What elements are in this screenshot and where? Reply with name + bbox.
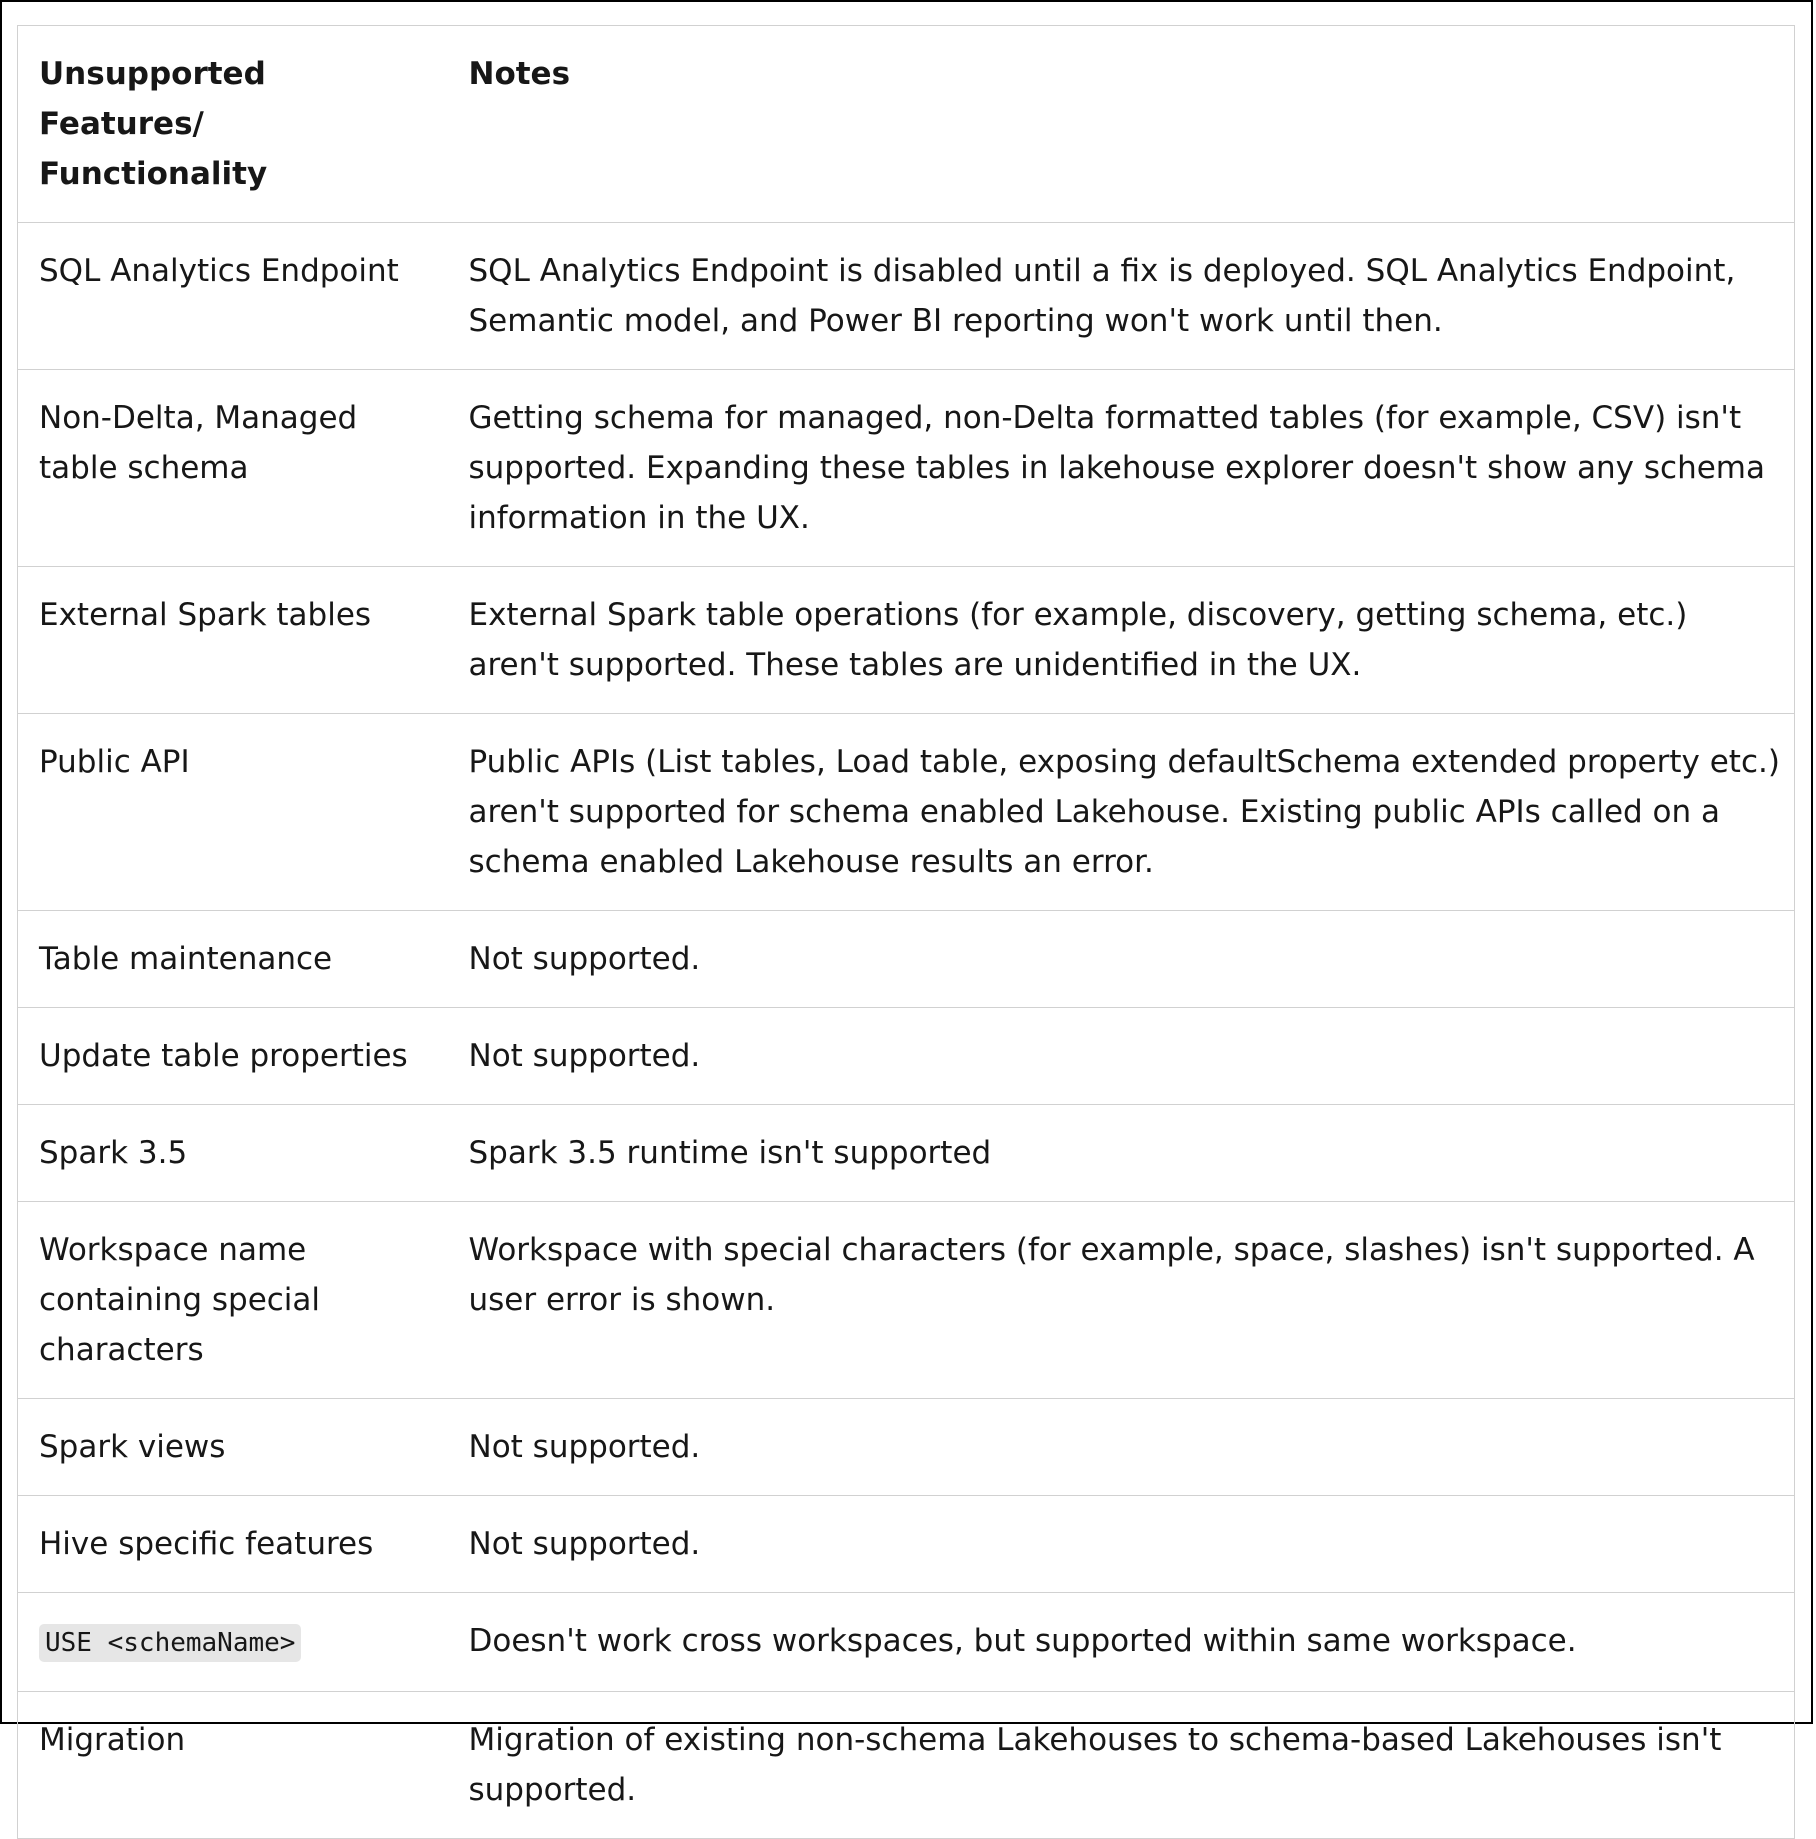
table-row [18, 1008, 1795, 1105]
feature-cell [18, 1593, 448, 1692]
feature-cell: External Spark tables [18, 567, 448, 714]
notes-cell: External Spark table operations (for example, discovery, getting schema, etc.) aren't supported. These tables are unidentified in the UX. [448, 567, 1795, 714]
header-notes: Notes [448, 26, 1795, 223]
table-row [18, 911, 1795, 1008]
feature-cell: Workspace name containing special characters [18, 1202, 448, 1399]
table-row [18, 1399, 1795, 1496]
notes-cell: Not supported. [448, 1008, 1795, 1105]
notes-cell: Doesn't work cross workspaces, but supported within same workspace. [448, 1593, 1795, 1692]
table-row [18, 1105, 1795, 1202]
feature-cell: Hive specific features [18, 1496, 448, 1593]
table-row [18, 1692, 1795, 1839]
feature-cell: SQL Analytics Endpoint [18, 223, 448, 370]
notes-cell: Workspace with special characters (for example, space, slashes) isn't supported. A user error is shown. [448, 1202, 1795, 1399]
notes-cell: Getting schema for managed, non-Delta formatted tables (for example, CSV) isn't supported. Expanding these tables in lakehouse explorer doesn't show any schema information in the UX. [448, 370, 1795, 567]
table-row [18, 1202, 1795, 1399]
unsupported-features-table [17, 25, 1795, 1839]
table-row [18, 223, 1795, 370]
feature-cell: Non-Delta, Managed table schema [18, 370, 448, 567]
feature-cell: Public API [18, 714, 448, 911]
feature-cell: Table maintenance [18, 911, 448, 1008]
notes-cell: SQL Analytics Endpoint is disabled until a fix is deployed. SQL Analytics Endpoint, Semantic model, and Power BI reporting won't work until then. [448, 223, 1795, 370]
notes-cell: Not supported. [448, 911, 1795, 1008]
table-row [18, 1593, 1795, 1692]
table-row [18, 1496, 1795, 1593]
header-feature: Unsupported Features/ Functionality [18, 26, 448, 223]
header-row [18, 26, 1795, 223]
table-row [18, 567, 1795, 714]
table-row [18, 370, 1795, 567]
feature-cell: Spark views [18, 1399, 448, 1496]
feature-cell: Update table properties [18, 1008, 448, 1105]
feature-code: USE <schemaName> [39, 1624, 301, 1662]
notes-cell: Spark 3.5 runtime isn't supported [448, 1105, 1795, 1202]
feature-cell: Migration [18, 1692, 448, 1839]
notes-cell: Not supported. [448, 1496, 1795, 1593]
notes-cell: Migration of existing non-schema Lakehouses to schema-based Lakehouses isn't supported. [448, 1692, 1795, 1839]
table-row [18, 714, 1795, 911]
notes-cell: Public APIs (List tables, Load table, exposing defaultSchema extended property etc.) aren't supported for schema enabled Lakehouse. Existing public APIs called on a schema enabled Lakehouse results an error. [448, 714, 1795, 911]
table-body [18, 223, 1795, 1839]
feature-cell: Spark 3.5 [18, 1105, 448, 1202]
notes-cell: Not supported. [448, 1399, 1795, 1496]
